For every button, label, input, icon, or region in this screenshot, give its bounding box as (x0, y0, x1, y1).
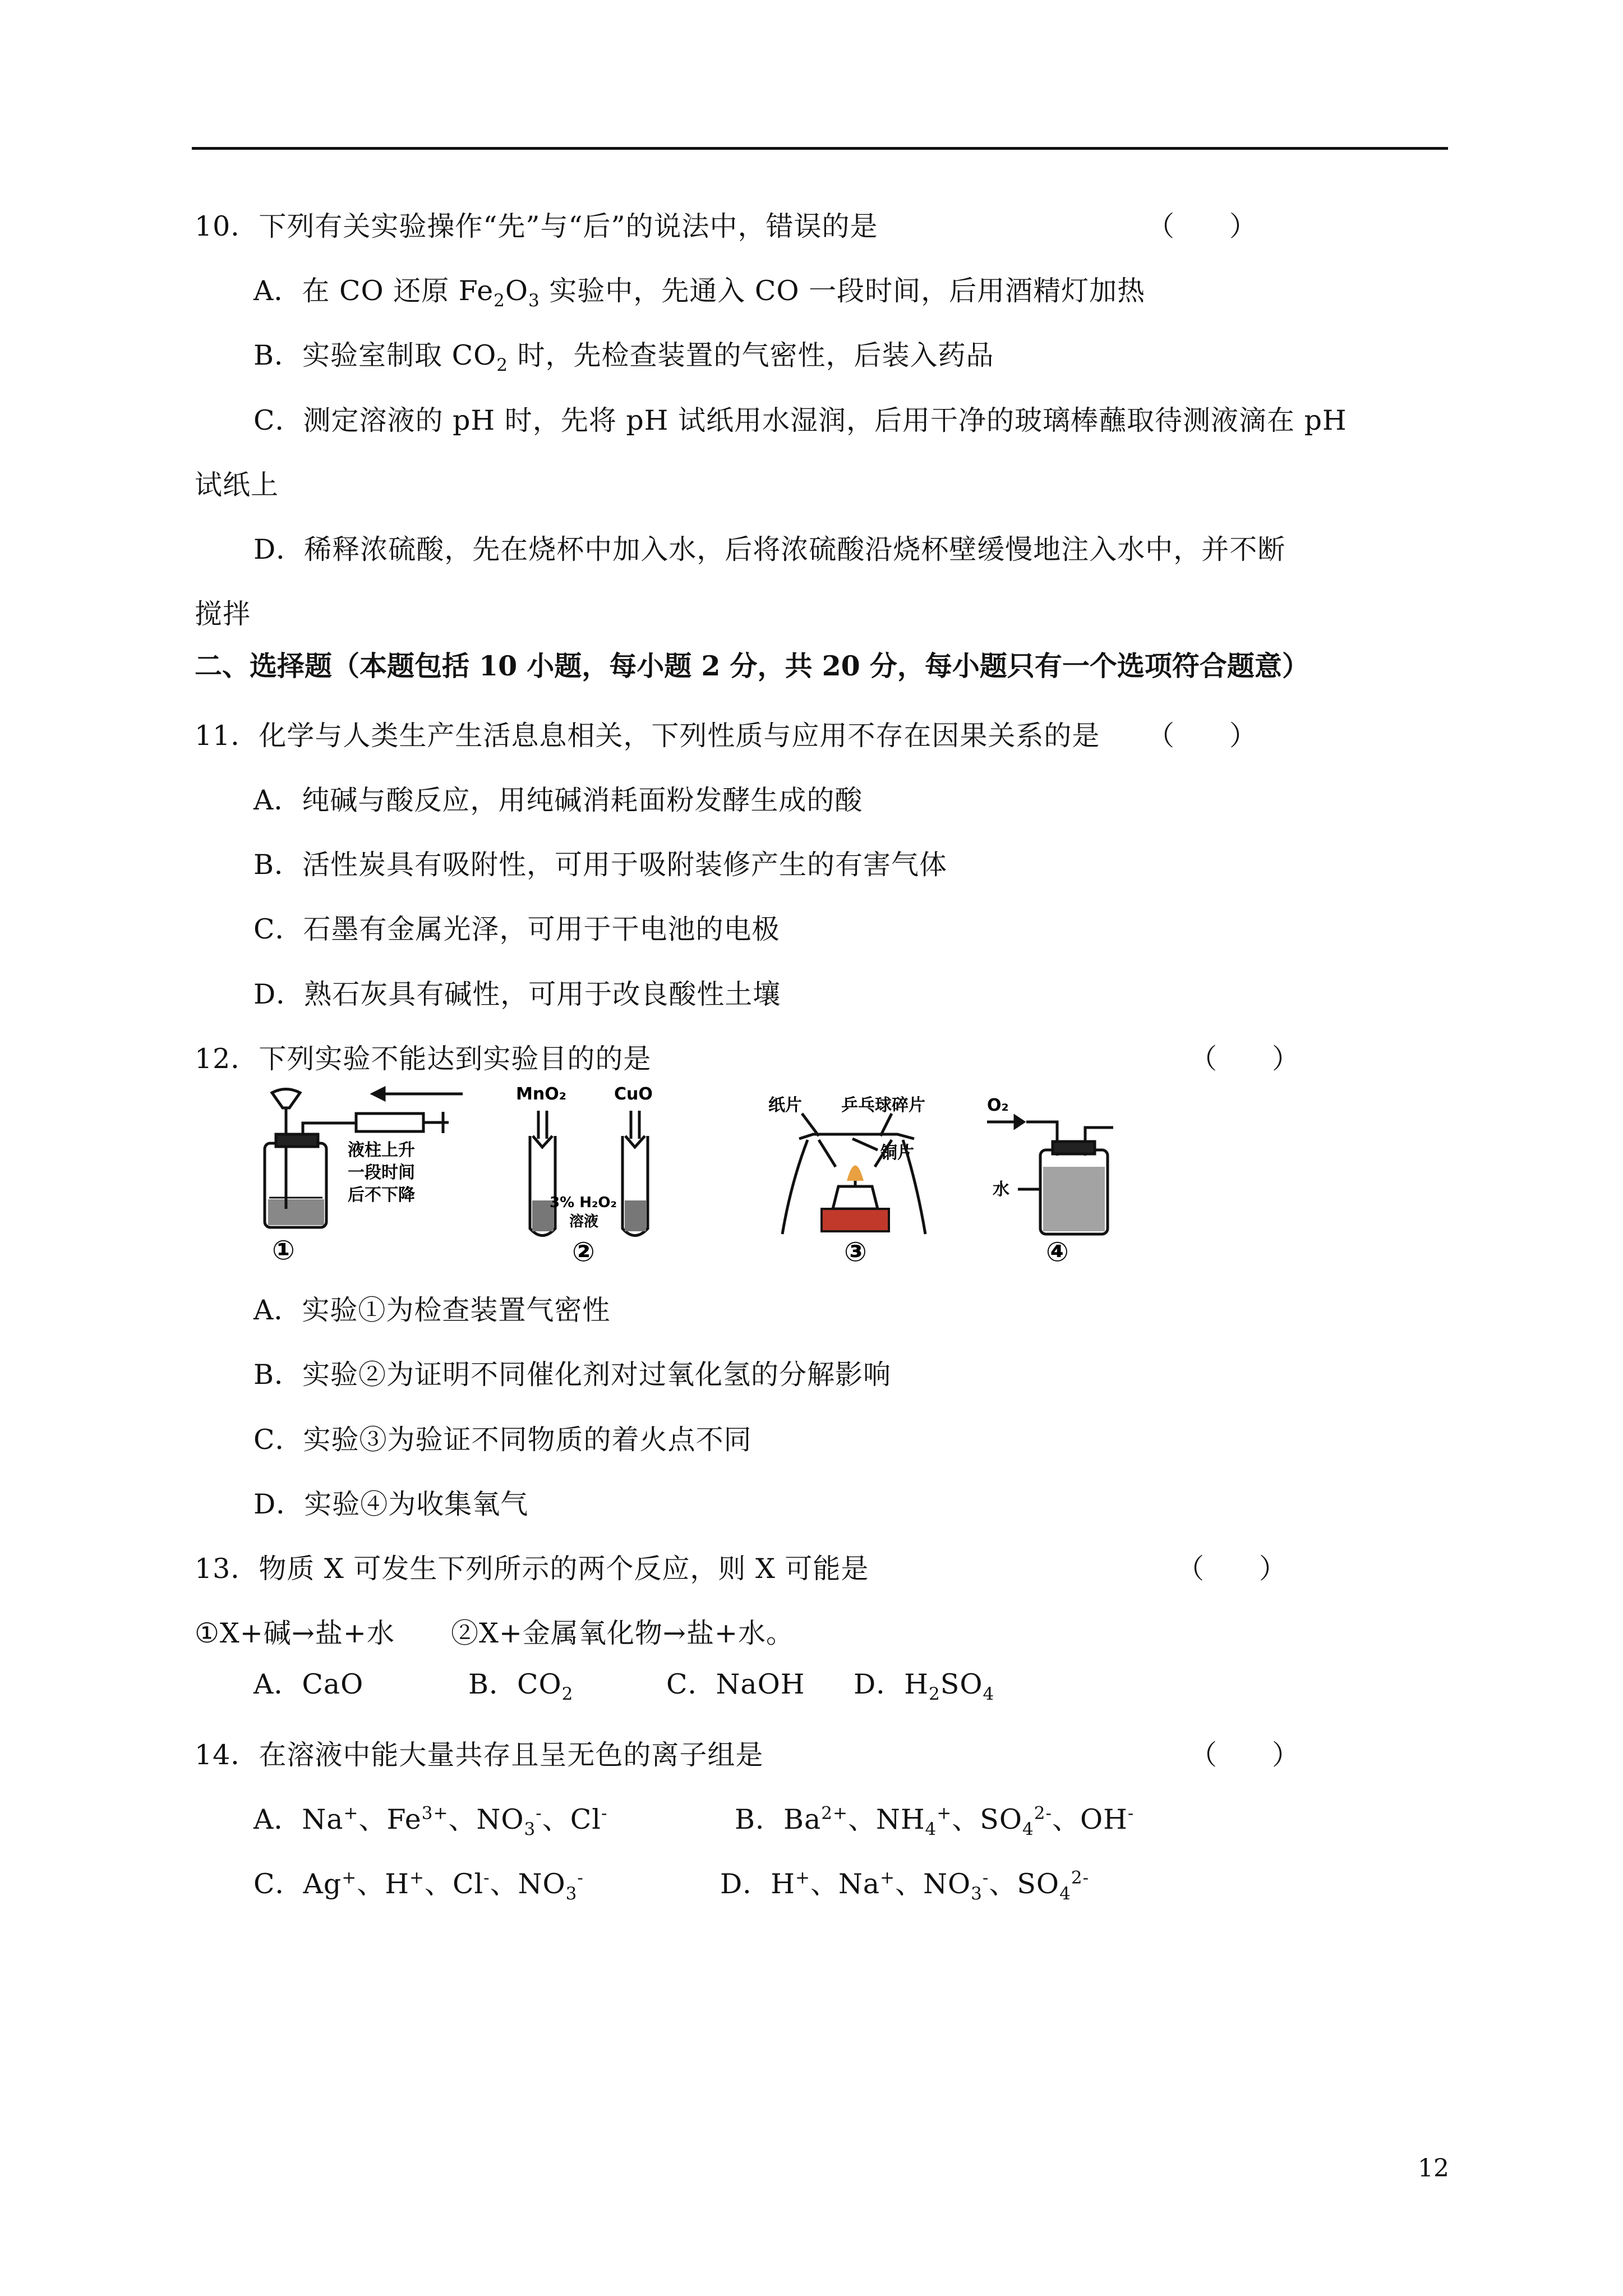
q14-answer-paren: （ ） (1189, 1739, 1300, 1771)
fig1-label: ① (272, 1235, 295, 1266)
fig3-label: ③ (844, 1236, 867, 1268)
fig1-note-2: 一段时间 (348, 1163, 415, 1182)
q12-option-d: D．实验④为收集氧气 (253, 1488, 529, 1520)
q13-reactions: ①X+碱→盐+水 ②X+金属氧化物→盐+水。 (195, 1617, 795, 1649)
q12-option-a: A．实验①为检查装置气密性 (253, 1294, 611, 1326)
header-rule (192, 147, 1448, 150)
q13-option-a: A．CaO (253, 1668, 364, 1700)
fig2-solution-2: 溶液 (569, 1213, 599, 1230)
q12-option-b: B．实验②为证明不同催化剂对过氧化氢的分解影响 (253, 1359, 892, 1391)
page-number: 12 (1418, 2154, 1449, 2183)
fig2-reagent-2: CuO (614, 1084, 653, 1104)
q13-stem: 13．物质 X 可发生下列所示的两个反应，则 X 可能是 (195, 1553, 869, 1585)
q10-option-c-line1: C．测定溶液的 pH 时，先将 pH 试纸用水湿润，后用干净的玻璃棒蘸取待测液滴在 pH (253, 404, 1347, 436)
q13-option-c: C．NaOH (666, 1668, 805, 1700)
section-heading: 二、选择题（本题包括 10 小题，每小题 2 分，共 20 分，每小题只有一个选项符合题意） (195, 650, 1310, 682)
q10-answer-paren: （ ） (1147, 210, 1257, 242)
q14-option-b: B．$Ba^{2+}$、$NH_4^+$、$SO_4^{2-}$、OH- (735, 1803, 1135, 1839)
experiment-figure-1 (247, 1083, 471, 1268)
q14-stem: 14．在溶液中能大量共存且呈无色的离子组是 (195, 1739, 764, 1771)
q11-option-c: C．石墨有金属光泽，可用于干电池的电极 (253, 913, 780, 945)
q12-stem: 12．下列实验不能达到实验目的的是 (195, 1043, 652, 1075)
fig2-label: ② (572, 1236, 595, 1268)
q10-option-a: A．在 CO 还原 $Fe_2O_3$ 实验中，先通入 CO 一段时间，后用酒精灯加热 (253, 275, 1146, 311)
experiment-figure-4 (979, 1083, 1158, 1268)
fig3-paper-label: 纸片 (768, 1096, 802, 1115)
q13-answer-paren: （ ） (1177, 1553, 1287, 1585)
q11-option-d: D．熟石灰具有碱性，可用于改良酸性土壤 (253, 978, 781, 1010)
q10-option-b: B．实验室制取 $CO_2$ 时，先检查装置的气密性，后装入药品 (253, 339, 994, 375)
fig1-note-3: 后不下降 (348, 1185, 415, 1205)
q14-option-a: A．Na+、$Fe^{3+}$、$NO_3^-$、Cl- (253, 1803, 608, 1839)
q14-option-c: C．Ag+、H+、Cl-、$NO_3^-$ (253, 1867, 584, 1904)
q10-option-d-line2: 搅拌 (195, 598, 251, 630)
fig2-solution-1: 3% H₂O₂ (550, 1194, 617, 1211)
q12-option-c: C．实验③为验证不同物质的着火点不同 (253, 1424, 752, 1456)
fig2-reagent-1: MnO₂ (516, 1084, 566, 1104)
q13-option-b: B．$CO_2$ (468, 1668, 574, 1704)
q11-option-b: B．活性炭具有吸附性，可用于吸附装修产生的有害气体 (253, 849, 948, 881)
q10-stem: 10．下列有关实验操作“先”与“后”的说法中，错误的是 (195, 210, 878, 242)
q11-stem: 11．化学与人类生产生活息息相关，下列性质与应用不存在因果关系的是 (195, 720, 1100, 752)
q11-option-a: A．纯碱与酸反应，用纯碱消耗面粉发酵生成的酸 (253, 784, 863, 816)
q14-option-d: D．H+、Na+、$NO_3^-$、$SO_4^{2-}$ (720, 1867, 1090, 1904)
q12-answer-paren: （ ） (1189, 1043, 1300, 1075)
fig1-note-1: 液柱上升 (348, 1140, 415, 1160)
fig4-gas-label: O₂ (987, 1096, 1009, 1115)
experiment-figure-2 (513, 1083, 665, 1268)
experiment-figure-3 (768, 1083, 1004, 1268)
fig4-label: ④ (1046, 1236, 1069, 1268)
fig3-copper-label: 铜片 (880, 1143, 914, 1163)
q13-option-d: D．$H_2SO_4$ (854, 1668, 995, 1704)
q10-option-c-line2: 试纸上 (195, 469, 279, 501)
q11-answer-paren: （ ） (1147, 720, 1257, 752)
q10-option-d-line1: D．稀释浓硫酸，先在烧杯中加入水，后将浓硫酸沿烧杯壁缓慢地注入水中，并不断 (253, 533, 1286, 565)
fig4-water-label: 水 (993, 1180, 1009, 1199)
fig3-pingpong-label: 乒乓球碎片 (841, 1096, 925, 1115)
